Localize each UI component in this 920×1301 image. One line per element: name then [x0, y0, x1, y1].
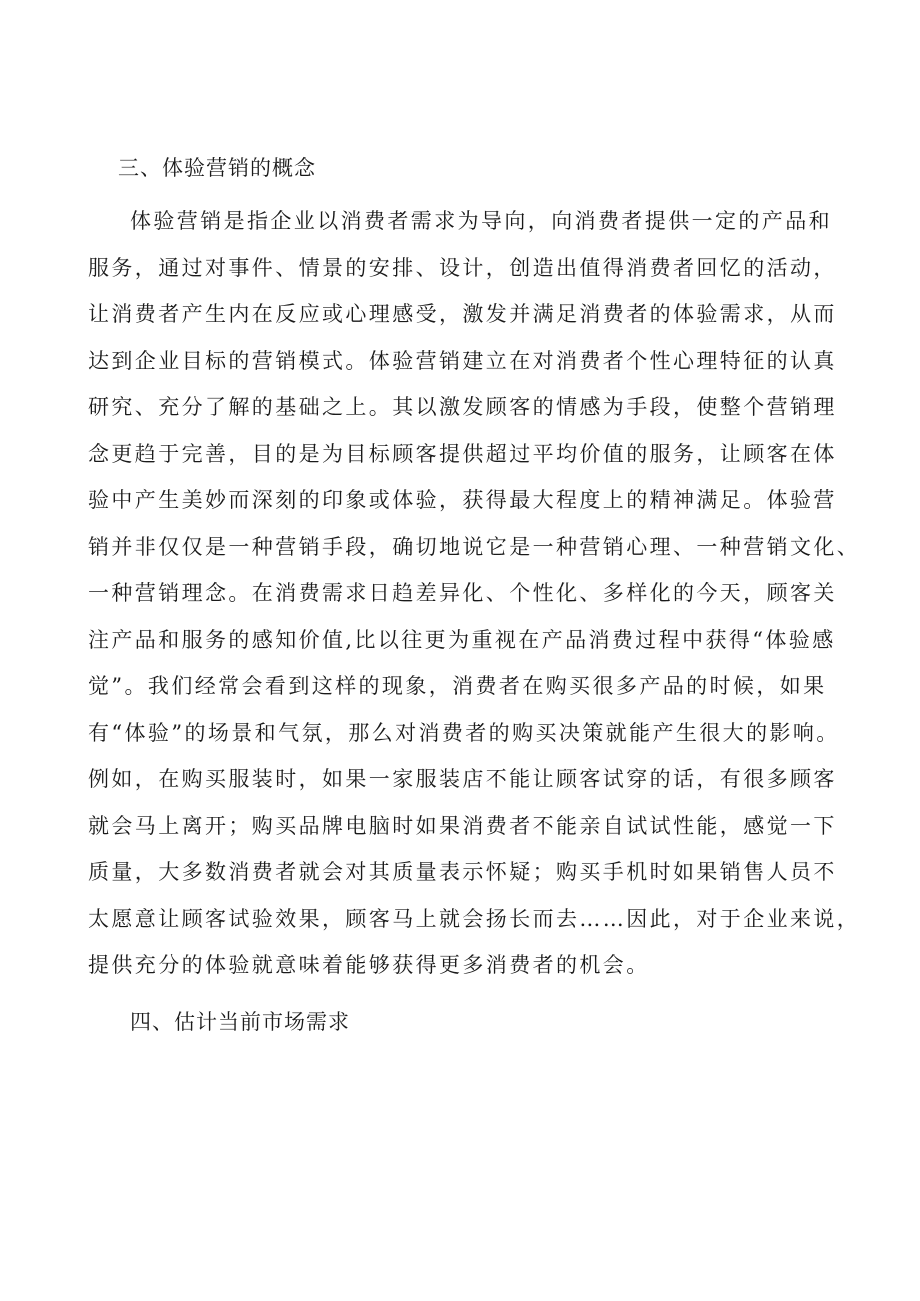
paragraph-line: 提供充分的体验就意味着能够获得更多消费者的机会。 [88, 953, 650, 977]
section-four-heading: 四、估计当前市场需求 [130, 1010, 350, 1034]
paragraph-line: 达到企业目标的营销模式。体验营销建立在对消费者个性心理特征的认真 [88, 348, 837, 373]
paragraph-line: 销并非仅仅是一种营销手段，确切地说它是一种营销心理、一种营销文化、 [88, 534, 861, 559]
paragraph-line: 验中产生美妙而深刻的印象或体验，获得最大程度上的精神满足。体验营 [88, 488, 837, 512]
paragraph-line: 研究、充分了解的基础之上。其以激发顾客的情感为手段，使整个营销理 [88, 395, 837, 419]
paragraph-line: 体验营销是指企业以消费者需求为导向，向消费者提供一定的产品和 [130, 209, 832, 233]
paragraph-line: 服务，通过对事件、情景的安排、设计，创造出值得消费者回忆的活动， [88, 255, 837, 280]
paragraph-line: 让消费者产生内在反应或心理感受，激发并满足消费者的体验需求，从而 [88, 302, 837, 326]
paragraph-line: 有“体验”的场景和气氛，那么对消费者的购买决策就能产生很大的影响。 [88, 720, 840, 745]
paragraph-line: 念更趋于完善，目的是为目标顾客提供超过平均价值的服务，让顾客在体 [88, 441, 837, 466]
paragraph-line: 例如，在购买服装时，如果一家服装店不能让顾客试穿的话，有很多顾客 [88, 767, 837, 791]
paragraph-line: 就会马上离开；购买品牌电脑时如果消费者不能亲自试试性能，感觉一下 [88, 813, 837, 838]
section-three-heading: 三、体验营销的概念 [118, 156, 316, 180]
paragraph-line: 注产品和服务的感知价值,比以往更为重视在产品消费过程中获得“体验感 [88, 627, 836, 652]
paragraph-line: 觉”。我们经常会看到这样的现象，消费者在购买很多产品的时候，如果 [88, 674, 827, 698]
paragraph-line: 太愿意让顾客试验效果，顾客马上就会扬长而去……因此，对于企业来说， [88, 906, 861, 931]
paragraph-line: 一种营销理念。在消费需求日趋差异化、个性化、多样化的今天，顾客关 [88, 581, 837, 605]
paragraph-line: 质量，大多数消费者就会对其质量表示怀疑；购买手机时如果销售人员不 [88, 860, 837, 884]
experience-marketing-paragraph [88, 198, 861, 989]
